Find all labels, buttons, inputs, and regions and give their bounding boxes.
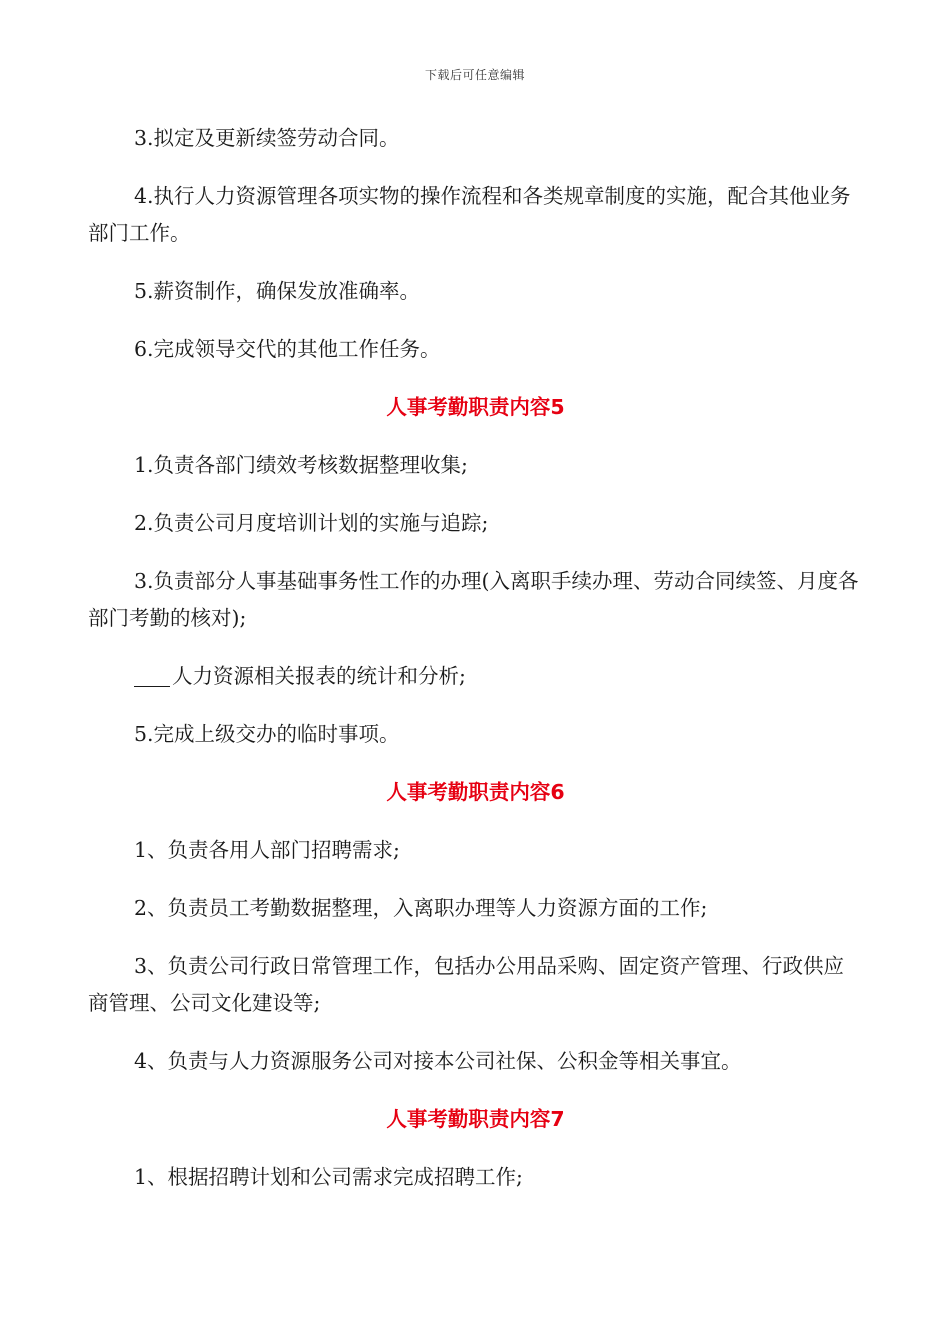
paragraph: 1、根据招聘计划和公司需求完成招聘工作; <box>134 1165 523 1189</box>
paragraph: 1.负责各部门绩效考核数据整理收集; <box>134 453 468 477</box>
paragraph: 5.薪资制作，确保发放准确率。 <box>134 279 421 303</box>
fill-in-blank <box>134 666 170 687</box>
paragraph: 4、负责与人力资源服务公司对接本公司社保、公积金等相关事宜。 <box>134 1049 742 1073</box>
section-heading-5: 人事考勤职责内容5 <box>386 395 565 419</box>
paragraph: 2.负责公司月度培训计划的实施与追踪; <box>134 511 489 535</box>
paragraph-text: 人力资源相关报表的统计和分析; <box>172 664 466 688</box>
paragraph-with-blank <box>88 658 863 695</box>
paragraph: 5.完成上级交办的临时事项。 <box>134 722 400 746</box>
section-heading-7: 人事考勤职责内容7 <box>386 1107 565 1131</box>
paragraph: 3.拟定及更新续签劳动合同。 <box>134 126 400 150</box>
paragraph: 2、负责员工考勤数据整理，入离职办理等人力资源方面的工作; <box>134 896 708 920</box>
paragraph: 4.执行人力资源管理各项实物的操作流程和各类规章制度的实施，配合其他业务部门工作。 <box>88 184 851 245</box>
paragraph: 3.负责部分人事基础事务性工作的办理(入离职手续办理、劳动合同续签、月度各部门考勤的核对); <box>88 569 859 630</box>
document-body <box>88 120 863 1217</box>
header-note: 下载后可任意编辑 <box>424 68 525 82</box>
section-heading-6: 人事考勤职责内容6 <box>386 780 565 804</box>
paragraph: 1、负责各用人部门招聘需求; <box>134 838 400 862</box>
paragraph: 3、负责公司行政日常管理工作，包括办公用品采购、固定资产管理、行政供应商管理、公司文化建设等; <box>88 954 845 1015</box>
paragraph: 6.完成领导交代的其他工作任务。 <box>134 337 441 361</box>
